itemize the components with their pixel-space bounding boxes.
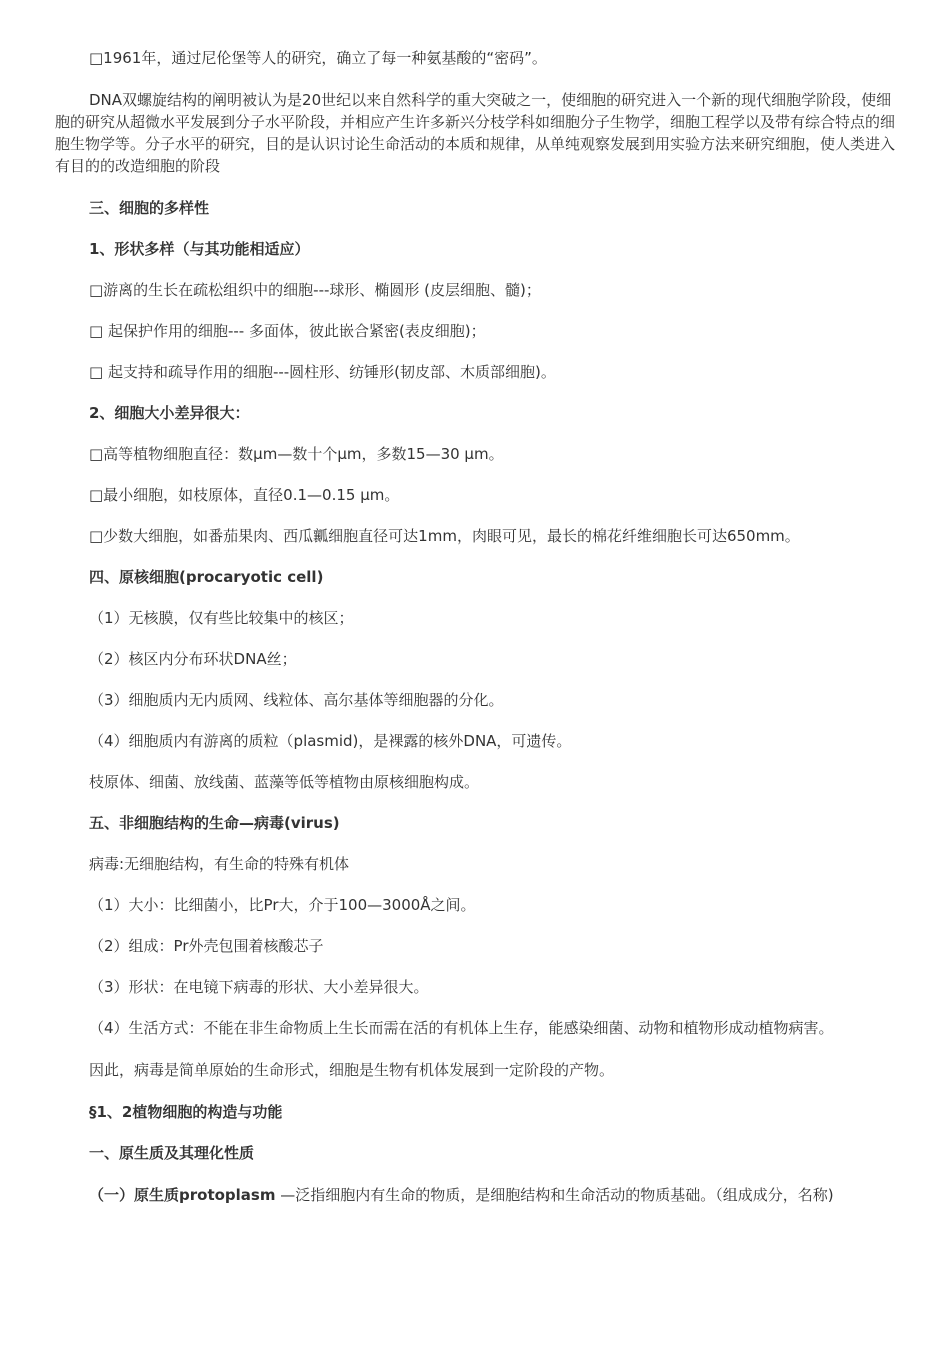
paragraph-virus-conclusion: 因此，病毒是简单原始的生命形式，细胞是生物有机体发展到一定阶段的产物。 xyxy=(89,1061,615,1079)
paragraph-prokaryote-1: （1）无核膜，仅有些比较集中的核区； xyxy=(89,609,354,627)
paragraph-virus-composition: （2）组成：Pr外壳包围着核酸芯子 xyxy=(89,937,324,955)
paragraph-size-smallest: □最小细胞，如枝原体，直径0.1—0.15 μm。 xyxy=(89,486,400,504)
protoplasm-definition-text: —泛指细胞内有生命的物质，是细胞结构和生命活动的物质基础。（组成成分，名称) xyxy=(275,1186,834,1204)
paragraph-1961-code: □1961年，通过尼伦堡等人的研究，确立了每一种氨基酸的“密码”。 xyxy=(89,49,547,67)
paragraph-prokaryote-examples: 枝原体、细菌、放线菌、蓝藻等低等植物由原核细胞构成。 xyxy=(89,773,480,791)
paragraph-virus-size: （1）大小：比细菌小，比Pr大，介于100—3000Å之间。 xyxy=(89,896,476,914)
paragraph-shape-cylindrical: □ 起支持和疏导作用的细胞---圆柱形、纺锤形(韧皮部、木质部细胞)。 xyxy=(89,363,556,381)
paragraph-prokaryote-2: （2）核区内分布环状DNA丝； xyxy=(89,650,297,668)
paragraph-shape-spherical: □游离的生长在疏松组织中的细胞---球形、椭圆形 (皮层细胞、髓)； xyxy=(89,281,541,299)
paragraph-shape-polyhedral: □ 起保护作用的细胞--- 多面体，彼此嵌合紧密(表皮细胞)； xyxy=(89,322,486,340)
paragraph-size-largest: □少数大细胞，如番茄果肉、西瓜瓤细胞直径可达1mm，肉眼可见，最长的棉花纤维细胞长可达650mm。 xyxy=(89,527,800,545)
heading-size-difference: 2、细胞大小差异很大： xyxy=(89,404,250,422)
heading-section-1-2: §1、2植物细胞的构造与功能 xyxy=(89,1103,283,1121)
paragraph-prokaryote-4: （4）细胞质内有游离的质粒（plasmid)，是裸露的核外DNA，可遗传。 xyxy=(89,732,572,750)
paragraph-virus-shape: （3）形状：在电镜下病毒的形状、大小差异很大。 xyxy=(89,978,429,996)
paragraph-virus-lifestyle: （4）生活方式：不能在非生命物质上生长而需在活的有机体上生存，能感染细菌、动物和植物形成动植物病害。 xyxy=(89,1019,834,1037)
paragraph-size-higher-plants: □高等植物细胞直径：数μm—数十个μm，多数15—30 μm。 xyxy=(89,445,504,463)
protoplasm-term: （一）原生质protoplasm xyxy=(89,1186,276,1204)
paragraph-virus-definition: 病毒:无细胞结构，有生命的特殊有机体 xyxy=(89,855,350,873)
paragraph-prokaryote-3: （3）细胞质内无内质网、线粒体、高尔基体等细胞器的分化。 xyxy=(89,691,504,709)
heading-cell-diversity: 三、细胞的多样性 xyxy=(89,199,210,217)
heading-prokaryotic-cell: 四、原核细胞(procaryotic cell) xyxy=(89,568,324,586)
paragraph-dna-double-helix: DNA双螺旋结构的阐明被认为是20世纪以来自然科学的重大突破之一，使细胞的研究进入一个新的现代细胞学阶段，使细胞的研究从超微水平发展到分子水平阶段，并相应产生许多新兴分枝学科如细胞分子生物学，细胞工程学以及带有综合特点的细胞生物学等。分子水平的研究，目的是认识讨论生命活动的本质和规律，从单纯观察发展到用实验方法来研究细胞，使人类进入有目的的改造细胞的阶段 xyxy=(55,91,896,175)
paragraph-protoplasm-definition xyxy=(55,1184,895,1206)
heading-shape-diversity: 1、形状多样（与其功能相适应） xyxy=(89,240,310,258)
heading-virus: 五、非细胞结构的生命—病毒(virus) xyxy=(89,814,340,832)
heading-protoplasm-properties: 一、原生质及其理化性质 xyxy=(89,1144,255,1162)
